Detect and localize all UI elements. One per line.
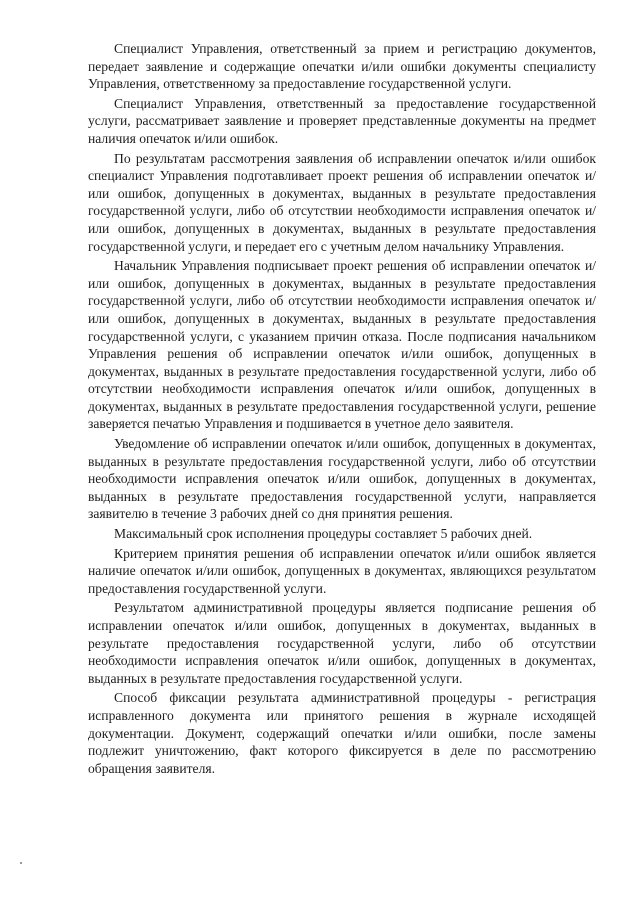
paragraph-8: Результатом административной процедуры является подписание решения об исправлении опечаток и/или ошибок, допущенных в документах, выданных в результате предоставления государственной услуги, либо об отсутствии необходимости исправления опечаток и/или ошибок, допущенных в документах, выданных в результате предоставления государственной услуги. (88, 600, 596, 686)
paragraph-9: Способ фиксации результата административной процедуры - регистрация исправленного документа или принятого решения в журнале исходящей документации. Документ, содержащий опечатки и/или ошибки, после замены подлежит уничтожению, факт которого фиксируется в деле по рассмотрению обращения заявителя. (88, 690, 596, 776)
paragraph-7: Критерием принятия решения об исправлении опечаток и/или ошибок является наличие опечаток и/или ошибок, допущенных в документах, являющихся результатом предоставления государственной услуги. (88, 545, 596, 596)
paragraph-6: Максимальный срок исполнения процедуры составляет 5 рабочих дней. (114, 526, 533, 542)
paragraph-1: Специалист Управления, ответственный за прием и регистрацию документов, передает заявление и содержащие опечатки и/или ошибки документы специалисту Управления, ответственному за предоставление государственной услуги. (88, 41, 596, 92)
paragraph-2: Специалист Управления, ответственный за предоставление государственной услуги, рассматривает заявление и проверяет представленные документы на предмет наличия опечаток и/или ошибок. (88, 95, 596, 146)
paragraph-5: Уведомление об исправлении опечаток и/или ошибок, допущенных в документах, выданных в результате предоставления государственной услуги, либо об отсутствии необходимости исправления опечаток и/или ошибок, допущенных в документах, выданных в результате предоставления государственной услуги, направляется заявителю в течение 3 рабочих дней со дня принятия решения. (88, 436, 596, 522)
scan-speck (20, 862, 22, 864)
paragraph-4: Начальник Управления подписывает проект решения об исправлении опечаток и/или ошибок, допущенных в документах, выданных в результате предоставления государственной услуги, либо об отсутствии необходимости исправления опечаток и/или ошибок, допущенных в документах, выданных в результате предоставления государственной услуги, с указанием причин отказа. После подписания начальником Управления решения об исправлении опечаток и/или ошибок, допущенных в документах, выданных в результате предоставления государственной услуги, либо об отсутствии необходимости исправления опечаток и/или ошибок, допущенных в документах, выданных в результате предоставления государственной услуги, решение заверяется печатью Управления и подшивается в учетное дело заявителя. (88, 258, 596, 432)
document-page (88, 40, 596, 777)
paragraph-3: По результатам рассмотрения заявления об исправлении опечаток и/или ошибок специалист Управления подготавливает проект решения об исправлении опечаток и/или ошибок, допущенных в документах, выданных в результате предоставления государственной услуги, либо об отсутствии необходимости исправления опечаток и/или ошибок, допущенных в документах, выданных в результате предоставления государственной услуги, и передает его с учетным делом начальнику Управления. (88, 150, 596, 254)
